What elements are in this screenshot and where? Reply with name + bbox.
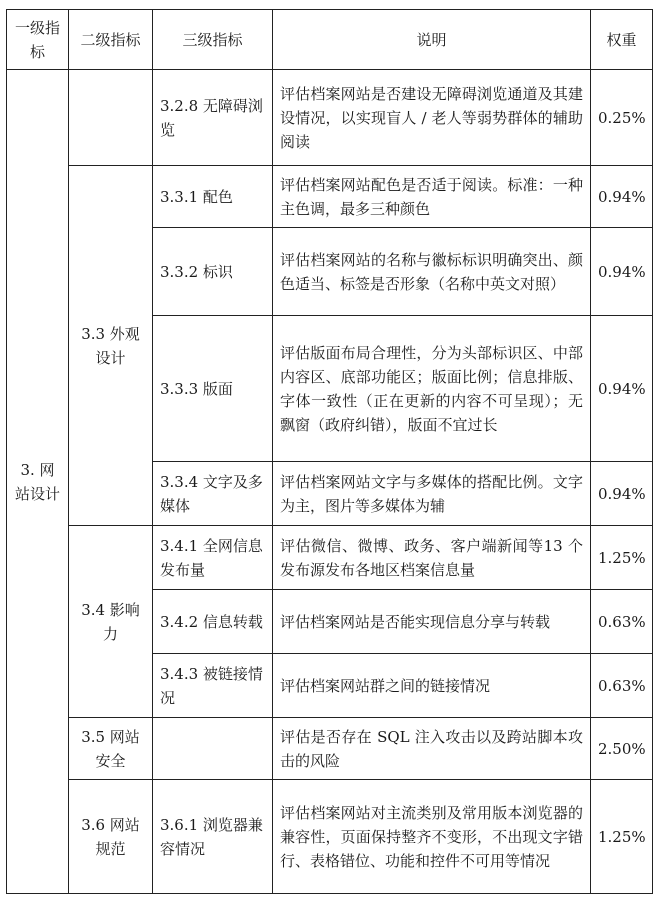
desc-cell: 评估档案网站是否建设无障碍浏览通道及其建设情况，以实现盲人 / 老人等弱势群体的辅助阅读 (273, 70, 591, 166)
table-row (7, 70, 653, 166)
table-header-row (7, 10, 653, 70)
weight-cell: 0.94% (591, 228, 653, 316)
level3-cell-empty (153, 718, 273, 780)
weight-cell: 0.94% (591, 316, 653, 462)
weight-cell: 0.94% (591, 462, 653, 526)
level3-cell: 3.3.3 版面 (153, 316, 273, 462)
level2-cell: 3.6 网站规范 (69, 780, 153, 894)
desc-cell: 评估微信、微博、政务、客户端新闻等13 个发布源发布各地区档案信息量 (273, 526, 591, 590)
level3-cell: 3.6.1 浏览器兼容情况 (153, 780, 273, 894)
level2-cell-empty (69, 70, 153, 166)
weight-cell: 1.25% (591, 780, 653, 894)
weight-cell: 0.63% (591, 590, 653, 654)
level3-cell: 3.2.8 无障碍浏览 (153, 70, 273, 166)
weight-cell: 1.25% (591, 526, 653, 590)
header-level3: 三级指标 (153, 10, 273, 70)
desc-cell: 评估档案网站对主流类别及常用版本浏览器的兼容性，页面保持整齐不变形，不出现文字错行、表格错位、功能和控件不可用等情况 (273, 780, 591, 894)
header-desc: 说明 (273, 10, 591, 70)
level3-cell: 3.3.2 标识 (153, 228, 273, 316)
level2-cell: 3.5 网站安全 (69, 718, 153, 780)
table-row (7, 166, 653, 228)
desc-cell: 评估版面布局合理性，分为头部标识区、中部内容区、底部功能区；版面比例；信息排版、字体一致性（正在更新的内容不可呈现）；无飘窗（政府纠错），版面不宜过长 (273, 316, 591, 462)
weight-cell: 2.50% (591, 718, 653, 780)
weight-cell: 0.25% (591, 70, 653, 166)
header-level2: 二级指标 (69, 10, 153, 70)
table-row (7, 780, 653, 894)
desc-cell: 评估档案网站群之间的链接情况 (273, 654, 591, 718)
table-row (7, 526, 653, 590)
weight-cell: 0.63% (591, 654, 653, 718)
level3-cell: 3.3.1 配色 (153, 166, 273, 228)
level1-cell: 3. 网站设计 (7, 70, 69, 894)
level2-cell: 3.4 影响力 (69, 526, 153, 718)
level3-cell: 3.3.4 文字及多媒体 (153, 462, 273, 526)
header-weight: 权重 (591, 10, 653, 70)
level3-cell: 3.4.1 全网信息发布量 (153, 526, 273, 590)
level3-cell: 3.4.2 信息转载 (153, 590, 273, 654)
level3-cell: 3.4.3 被链接情况 (153, 654, 273, 718)
level2-cell: 3.3 外观设计 (69, 166, 153, 526)
table-row (7, 718, 653, 780)
header-level1: 一级指标 (7, 10, 69, 70)
evaluation-table (6, 9, 653, 894)
desc-cell: 评估档案网站配色是否适于阅读。标准：一种主色调，最多三种颜色 (273, 166, 591, 228)
weight-cell: 0.94% (591, 166, 653, 228)
desc-cell: 评估档案网站文字与多媒体的搭配比例。文字为主，图片等多媒体为辅 (273, 462, 591, 526)
desc-cell: 评估档案网站的名称与徽标标识明确突出、颜色适当、标签是否形象（名称中英文对照） (273, 228, 591, 316)
desc-cell: 评估是否存在 SQL 注入攻击以及跨站脚本攻击的风险 (273, 718, 591, 780)
desc-cell: 评估档案网站是否能实现信息分享与转载 (273, 590, 591, 654)
